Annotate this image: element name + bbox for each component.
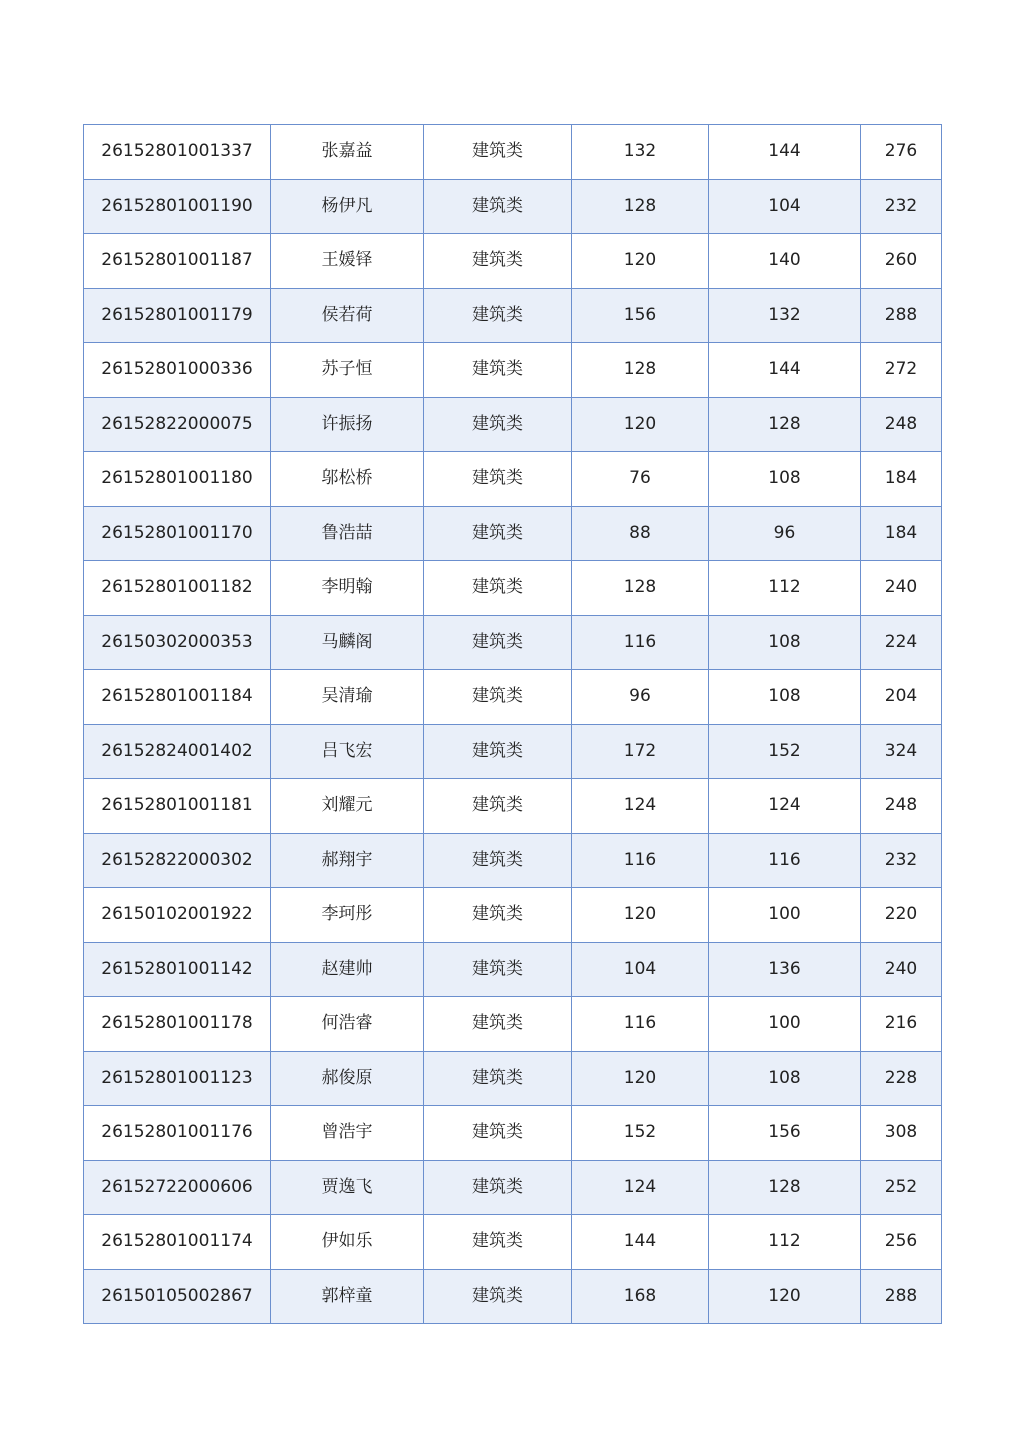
candidate-name-cell: 郝翔宇	[271, 833, 424, 888]
total-score-cell: 248	[861, 779, 942, 834]
table-row	[84, 397, 942, 452]
candidate-id-cell: 26150302000353	[84, 615, 271, 670]
score-2-cell: 108	[709, 670, 861, 725]
candidate-name-cell: 李明翰	[271, 561, 424, 616]
category-cell: 建筑类	[424, 833, 572, 888]
category-cell: 建筑类	[424, 397, 572, 452]
candidate-id-cell: 26152824001402	[84, 724, 271, 779]
total-score-cell: 272	[861, 343, 942, 398]
table-row	[84, 452, 942, 507]
candidate-id-cell: 26152801001187	[84, 234, 271, 289]
category-cell: 建筑类	[424, 288, 572, 343]
score-1-cell: 168	[572, 1269, 709, 1324]
table-row	[84, 1215, 942, 1270]
table-row	[84, 343, 942, 398]
candidate-name-cell: 李珂彤	[271, 888, 424, 943]
category-cell: 建筑类	[424, 942, 572, 997]
category-cell: 建筑类	[424, 234, 572, 289]
score-2-cell: 120	[709, 1269, 861, 1324]
score-2-cell: 112	[709, 1215, 861, 1270]
score-2-cell: 104	[709, 179, 861, 234]
score-2-cell: 108	[709, 452, 861, 507]
total-score-cell: 308	[861, 1106, 942, 1161]
score-2-cell: 112	[709, 561, 861, 616]
category-cell: 建筑类	[424, 343, 572, 398]
candidate-name-cell: 郝俊原	[271, 1051, 424, 1106]
candidate-name-cell: 张嘉益	[271, 125, 424, 180]
score-1-cell: 76	[572, 452, 709, 507]
category-cell: 建筑类	[424, 615, 572, 670]
score-1-cell: 132	[572, 125, 709, 180]
score-1-cell: 156	[572, 288, 709, 343]
candidate-id-cell: 26150102001922	[84, 888, 271, 943]
candidate-name-cell: 何浩睿	[271, 997, 424, 1052]
candidate-name-cell: 伊如乐	[271, 1215, 424, 1270]
score-2-cell: 128	[709, 397, 861, 452]
total-score-cell: 288	[861, 288, 942, 343]
candidate-id-cell: 26152801001337	[84, 125, 271, 180]
score-1-cell: 120	[572, 397, 709, 452]
category-cell: 建筑类	[424, 125, 572, 180]
total-score-cell: 224	[861, 615, 942, 670]
candidate-name-cell: 杨伊凡	[271, 179, 424, 234]
category-cell: 建筑类	[424, 452, 572, 507]
total-score-cell: 204	[861, 670, 942, 725]
candidate-name-cell: 贾逸飞	[271, 1160, 424, 1215]
category-cell: 建筑类	[424, 179, 572, 234]
score-1-cell: 120	[572, 1051, 709, 1106]
candidate-id-cell: 26152722000606	[84, 1160, 271, 1215]
table-row	[84, 942, 942, 997]
category-cell: 建筑类	[424, 997, 572, 1052]
category-cell: 建筑类	[424, 1051, 572, 1106]
candidate-id-cell: 26152801001123	[84, 1051, 271, 1106]
category-cell: 建筑类	[424, 1215, 572, 1270]
candidate-id-cell: 26152822000075	[84, 397, 271, 452]
table-row	[84, 888, 942, 943]
table-row	[84, 1051, 942, 1106]
candidate-id-cell: 26152801001184	[84, 670, 271, 725]
table-row	[84, 179, 942, 234]
table-row	[84, 833, 942, 888]
candidate-id-cell: 26152801001190	[84, 179, 271, 234]
total-score-cell: 324	[861, 724, 942, 779]
category-cell: 建筑类	[424, 561, 572, 616]
score-2-cell: 136	[709, 942, 861, 997]
score-2-cell: 128	[709, 1160, 861, 1215]
score-1-cell: 116	[572, 615, 709, 670]
category-cell: 建筑类	[424, 670, 572, 725]
score-2-cell: 96	[709, 506, 861, 561]
score-1-cell: 172	[572, 724, 709, 779]
category-cell: 建筑类	[424, 1106, 572, 1161]
total-score-cell: 232	[861, 833, 942, 888]
total-score-cell: 228	[861, 1051, 942, 1106]
total-score-cell: 240	[861, 561, 942, 616]
score-2-cell: 144	[709, 125, 861, 180]
score-2-cell: 144	[709, 343, 861, 398]
total-score-cell: 252	[861, 1160, 942, 1215]
candidate-name-cell: 许振扬	[271, 397, 424, 452]
candidate-id-cell: 26150105002867	[84, 1269, 271, 1324]
score-1-cell: 124	[572, 1160, 709, 1215]
candidate-id-cell: 26152822000302	[84, 833, 271, 888]
candidate-id-cell: 26152801001181	[84, 779, 271, 834]
table-row	[84, 779, 942, 834]
score-1-cell: 116	[572, 833, 709, 888]
total-score-cell: 216	[861, 997, 942, 1052]
candidate-id-cell: 26152801001142	[84, 942, 271, 997]
table-row	[84, 561, 942, 616]
score-2-cell: 132	[709, 288, 861, 343]
table-row	[84, 1269, 942, 1324]
score-1-cell: 152	[572, 1106, 709, 1161]
table-row	[84, 724, 942, 779]
total-score-cell: 256	[861, 1215, 942, 1270]
candidate-id-cell: 26152801001182	[84, 561, 271, 616]
score-1-cell: 104	[572, 942, 709, 997]
table-row	[84, 1160, 942, 1215]
score-1-cell: 128	[572, 561, 709, 616]
candidate-name-cell: 马麟阁	[271, 615, 424, 670]
category-cell: 建筑类	[424, 888, 572, 943]
table-row	[84, 997, 942, 1052]
score-1-cell: 120	[572, 234, 709, 289]
table-row	[84, 234, 942, 289]
total-score-cell: 232	[861, 179, 942, 234]
candidate-name-cell: 郭梓童	[271, 1269, 424, 1324]
candidate-id-cell: 26152801001176	[84, 1106, 271, 1161]
score-table-body	[84, 125, 942, 1324]
table-row	[84, 670, 942, 725]
category-cell: 建筑类	[424, 1160, 572, 1215]
candidate-id-cell: 26152801001174	[84, 1215, 271, 1270]
table-row	[84, 1106, 942, 1161]
score-2-cell: 140	[709, 234, 861, 289]
score-2-cell: 100	[709, 997, 861, 1052]
score-2-cell: 124	[709, 779, 861, 834]
score-1-cell: 128	[572, 343, 709, 398]
category-cell: 建筑类	[424, 506, 572, 561]
score-2-cell: 116	[709, 833, 861, 888]
candidate-name-cell: 吴清瑜	[271, 670, 424, 725]
total-score-cell: 184	[861, 452, 942, 507]
total-score-cell: 260	[861, 234, 942, 289]
category-cell: 建筑类	[424, 779, 572, 834]
total-score-cell: 220	[861, 888, 942, 943]
score-1-cell: 96	[572, 670, 709, 725]
candidate-name-cell: 苏子恒	[271, 343, 424, 398]
score-1-cell: 128	[572, 179, 709, 234]
score-table	[83, 124, 942, 1324]
score-2-cell: 100	[709, 888, 861, 943]
candidate-id-cell: 26152801001180	[84, 452, 271, 507]
score-1-cell: 144	[572, 1215, 709, 1270]
score-1-cell: 124	[572, 779, 709, 834]
candidate-id-cell: 26152801001178	[84, 997, 271, 1052]
total-score-cell: 240	[861, 942, 942, 997]
table-row	[84, 288, 942, 343]
score-1-cell: 88	[572, 506, 709, 561]
candidate-name-cell: 王媛铎	[271, 234, 424, 289]
table-row	[84, 615, 942, 670]
score-1-cell: 116	[572, 997, 709, 1052]
total-score-cell: 288	[861, 1269, 942, 1324]
total-score-cell: 248	[861, 397, 942, 452]
total-score-cell: 276	[861, 125, 942, 180]
score-2-cell: 108	[709, 615, 861, 670]
score-1-cell: 120	[572, 888, 709, 943]
table-row	[84, 125, 942, 180]
candidate-name-cell: 鲁浩喆	[271, 506, 424, 561]
candidate-id-cell: 26152801001179	[84, 288, 271, 343]
total-score-cell: 184	[861, 506, 942, 561]
candidate-id-cell: 26152801000336	[84, 343, 271, 398]
category-cell: 建筑类	[424, 724, 572, 779]
candidate-id-cell: 26152801001170	[84, 506, 271, 561]
category-cell: 建筑类	[424, 1269, 572, 1324]
score-2-cell: 152	[709, 724, 861, 779]
table-row	[84, 506, 942, 561]
candidate-name-cell: 邬松桥	[271, 452, 424, 507]
score-2-cell: 156	[709, 1106, 861, 1161]
candidate-name-cell: 吕飞宏	[271, 724, 424, 779]
candidate-name-cell: 刘耀元	[271, 779, 424, 834]
candidate-name-cell: 侯若荷	[271, 288, 424, 343]
candidate-name-cell: 曾浩宇	[271, 1106, 424, 1161]
score-2-cell: 108	[709, 1051, 861, 1106]
candidate-name-cell: 赵建帅	[271, 942, 424, 997]
